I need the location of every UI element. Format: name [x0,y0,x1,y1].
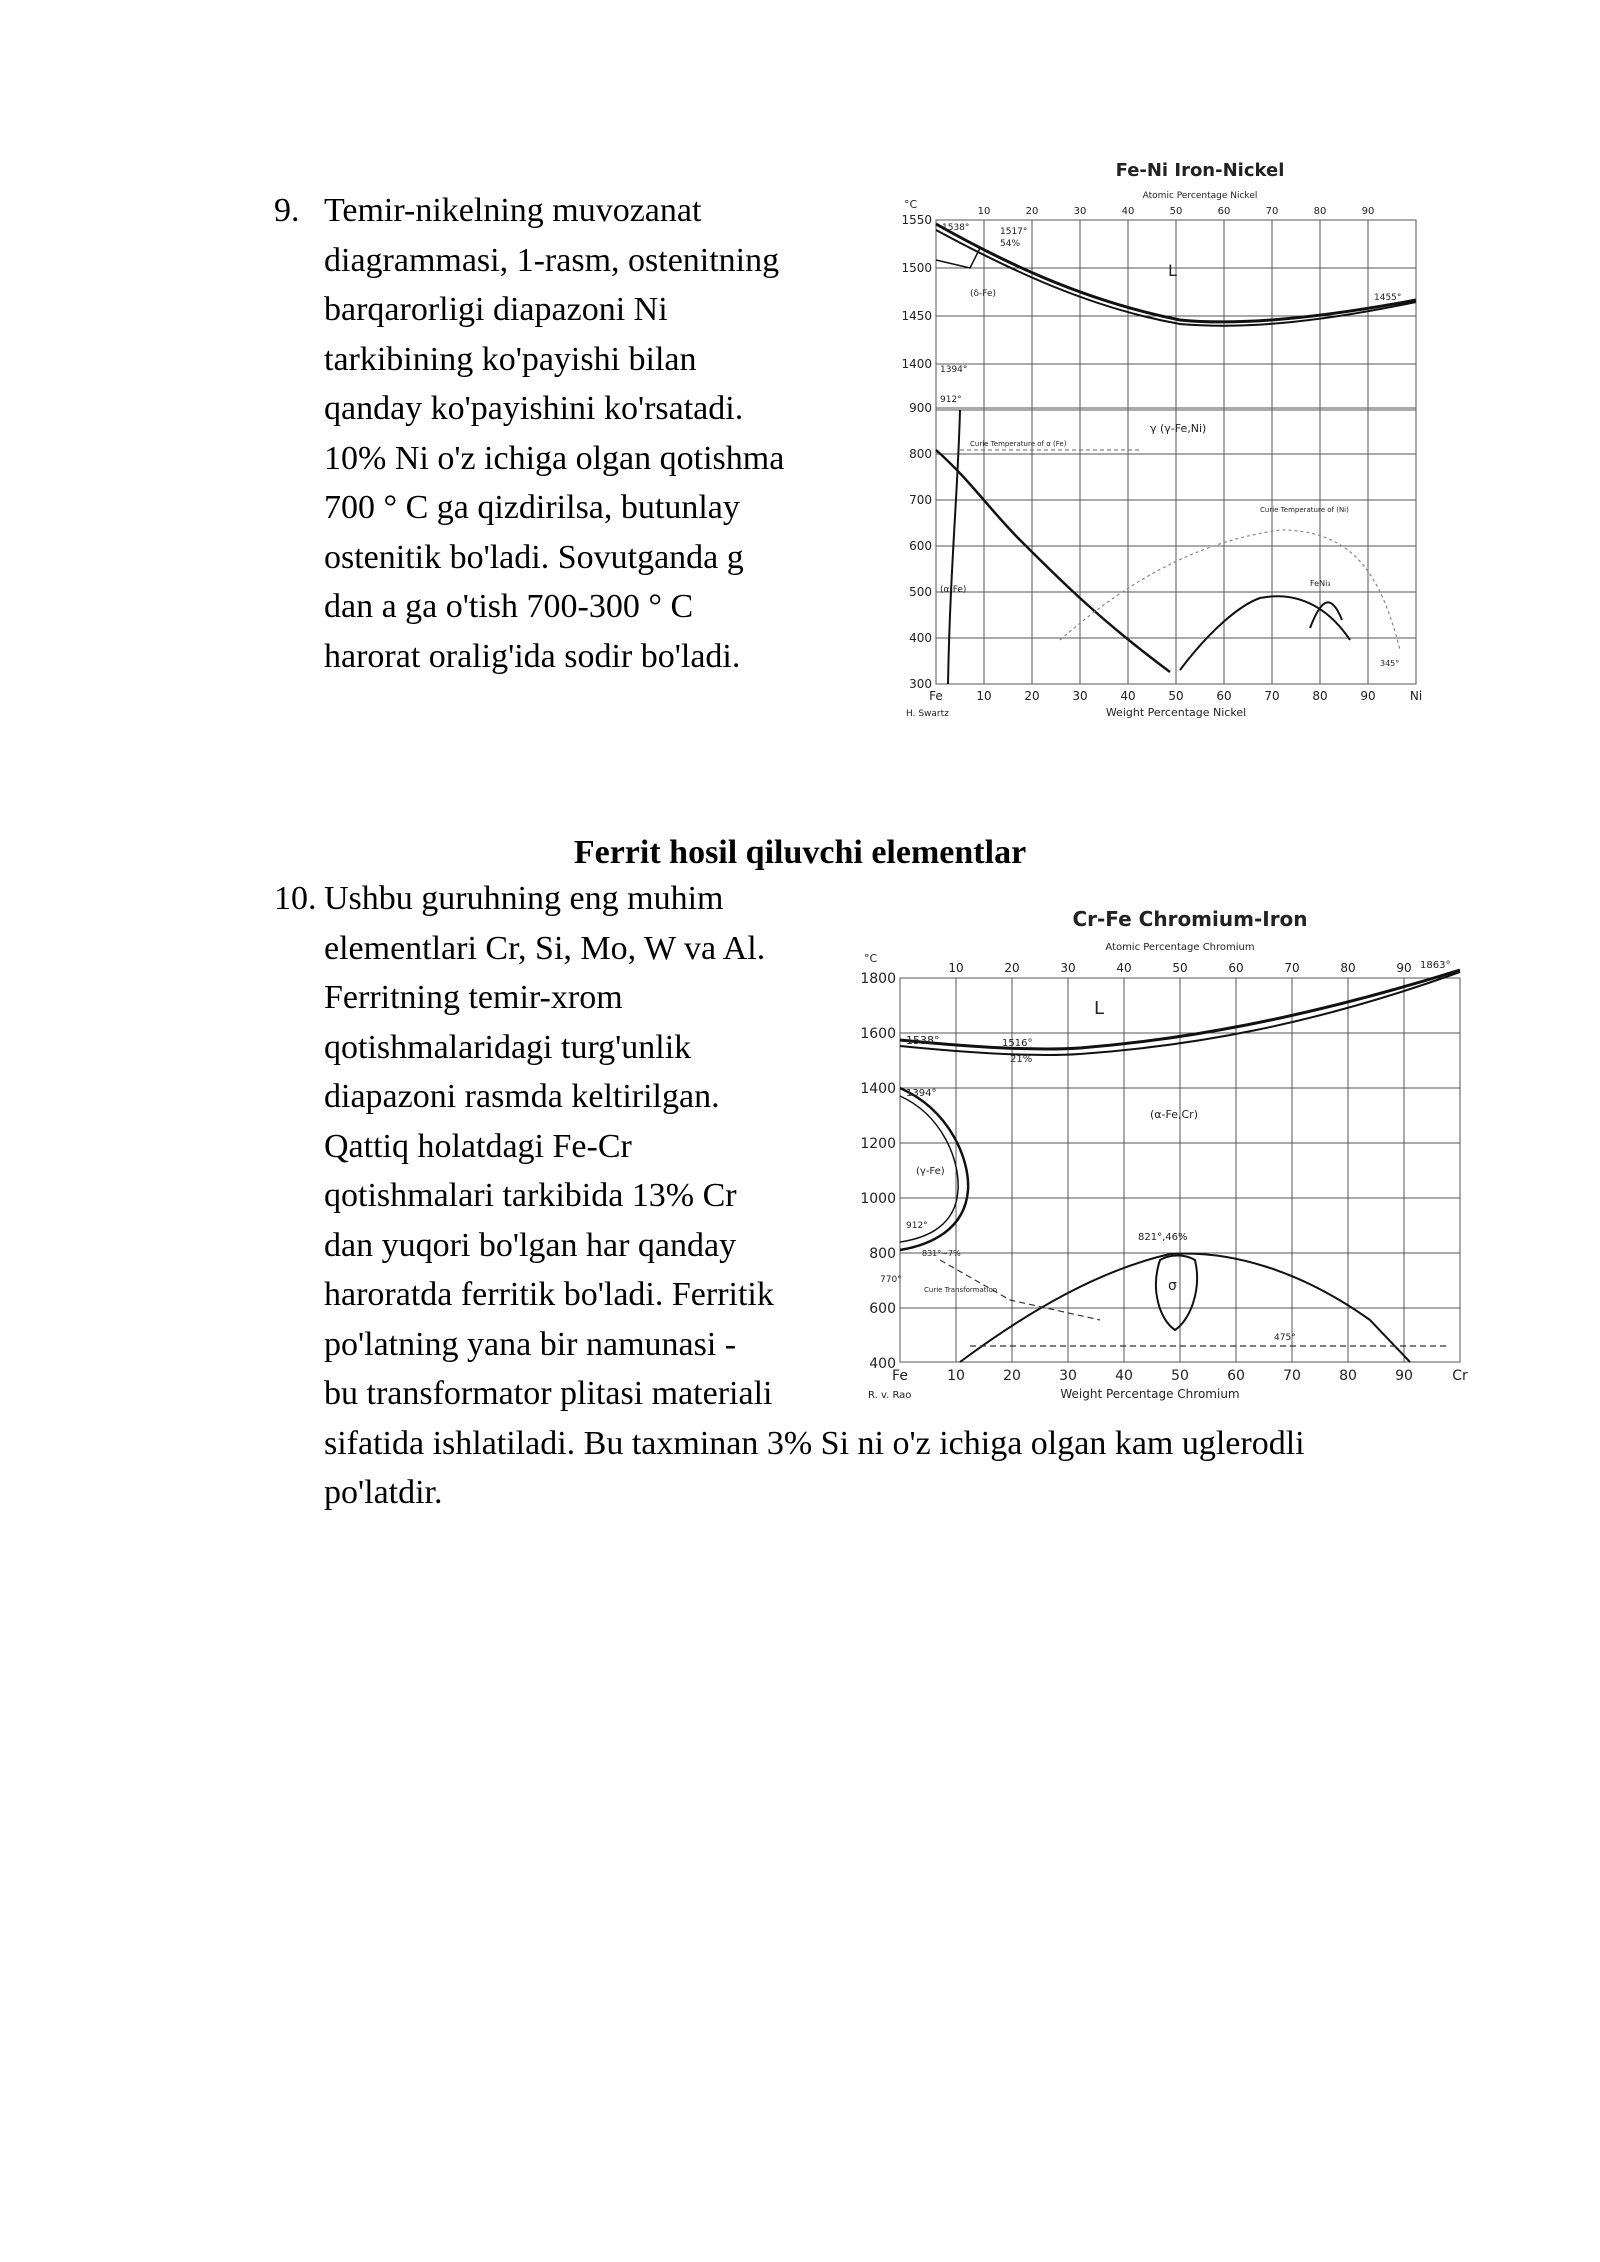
fe-ni-label-912: 912° [940,395,962,405]
cr-fe-label-475: 475° [1274,1333,1296,1343]
cr-fe-x-ticks [892,1368,1468,1384]
fe-ni-y-tick: 300 [909,677,932,691]
fe-ni-y-tick: 600 [909,539,932,553]
cr-fe-label-821: 821°,46% [1138,1232,1188,1243]
cr-fe-y-tick: 1600 [860,1026,896,1042]
fe-ni-x-tick: 60 [1216,689,1232,703]
fe-ni-x-tick: 80 [1312,689,1328,703]
item-9-line: dan a ga o'tish 700-300 ° C [324,588,694,625]
cr-fe-x-tick: Cr [1452,1368,1468,1384]
fe-ni-y-tick: 1500 [901,261,932,275]
cr-fe-label-alpha: (α-Fe,Cr) [1150,1108,1198,1121]
item-10-line: po'latning yana bir namunasi - [324,1325,737,1363]
item-9-line: ostenitik bo'ladi. Sovutganda g [324,538,744,576]
item-9-line: qanday ko'payishini ko'rsatadi. [324,390,744,427]
fe-ni-delta-boundary [936,248,980,268]
fe-ni-label-1455: 1455° [1374,293,1402,303]
fe-ni-y-tick: 1450 [901,309,932,323]
fe-ni-y-tick: 800 [909,447,932,461]
fe-ni-x-tick: 20 [1024,689,1040,703]
fe-ni-x-tick: 30 [1072,689,1088,703]
cr-fe-label-liquid: L [1094,998,1105,1019]
cr-fe-label-magnetic: Curie Transformation [924,1286,998,1294]
cr-fe-top-tick: 30 [1060,961,1076,975]
fe-ni-y-tick: 900 [909,401,932,415]
cr-fe-y-tick: 1200 [860,1136,896,1152]
fe-ni-label-1394: 1394° [940,365,968,375]
fe-ni-label-alpha: (α-Fe) [940,585,967,595]
cr-fe-x-tick: 50 [1171,1368,1189,1384]
item-10-line: Ushbu guruhning eng muhim [324,880,724,917]
cr-fe-label-gamma: (γ-Fe) [916,1166,945,1177]
fe-ni-label-curie-right: Curie Temperature of (Ni) [1260,506,1349,514]
cr-fe-y-tick: 1000 [860,1191,896,1207]
fe-ni-top-tick: 10 [977,206,991,217]
cr-fe-diagram-svg [850,900,1490,1420]
fe-ni-label-curie-left: Curie Temperature of α (Fe) [970,440,1067,448]
fe-ni-label-1517: 1517° [1000,227,1028,237]
fe-ni-x-tick: Ni [1409,689,1423,703]
cr-fe-x-tick: 60 [1227,1368,1245,1384]
item-9-line: diagrammasi, 1-rasm, ostenitning [324,241,780,279]
cr-fe-y-tick: 600 [869,1301,896,1317]
item-9-line: 700 ° C ga qizdirilsa, butunlay [324,489,740,526]
fe-ni-x-tick: 50 [1168,689,1184,703]
cr-fe-label-1538: 1538° [906,1034,940,1047]
fe-ni-x-tick: Fe [929,689,943,703]
item-9-number: 9. [274,192,300,229]
fe-ni-label-345: 345° [1380,659,1400,668]
fe-ni-top-tick: 50 [1169,206,1183,217]
item-10-number: 10. [274,880,317,917]
item-10-line: Qattiq holatdagi Fe-Cr [324,1127,632,1165]
cr-fe-x-tick: 70 [1283,1368,1301,1384]
fe-ni-label-1538: 1538° [942,223,970,233]
fe-ni-label-gamma: γ (γ-Fe,Ni) [1150,422,1207,435]
fe-ni-ordering-curve [1180,596,1350,670]
fe-ni-alpha-boundary [948,410,960,684]
item-9-line: Temir-nikelning muvozanat [324,192,702,229]
fe-ni-title: Fe-Ni Iron-Nickel [1115,160,1285,181]
fe-ni-x-tick: 70 [1264,689,1280,703]
fe-ni-top-tick: 60 [1217,206,1231,217]
fe-ni-top-tick: 30 [1073,206,1087,217]
cr-fe-y-tick: 1400 [860,1081,896,1097]
fe-ni-label-54: 54% [1000,239,1021,249]
fe-ni-top-tick: 20 [1025,206,1039,217]
cr-fe-x-tick: 40 [1115,1368,1133,1384]
cr-fe-y-tick-770: 770° [880,1275,902,1285]
cr-fe-x-tick: 30 [1059,1368,1077,1384]
cr-fe-y-tick: 400 [869,1356,896,1372]
fe-ni-y-tick: 1550 [901,213,932,227]
fe-ni-y-tick: 1400 [901,357,932,371]
fe-ni-top-tick: 40 [1121,206,1135,217]
cr-fe-x-tick: Fe [892,1368,908,1384]
fe-ni-phase-diagram [880,150,1460,730]
fe-ni-y-tick: 700 [909,493,932,507]
fe-ni-label-liquid: L [1168,261,1177,280]
fe-ni-unit: °C [904,198,918,211]
cr-fe-unit: °C [864,952,878,965]
cr-fe-top-axis-label: Atomic Percentage Chromium [1105,942,1255,953]
cr-fe-top-tick: 70 [1284,961,1300,975]
cr-fe-label-1516: 1516° [1002,1038,1033,1049]
fe-ni-label-feni3: FeNi₃ [1310,579,1331,588]
fe-ni-y-tick: 400 [909,631,932,645]
fe-ni-x-label: Weight Percentage Nickel [1105,706,1247,719]
fe-ni-top-tick: 90 [1361,206,1375,217]
cr-fe-label-1394: 1394° [906,1088,937,1099]
cr-fe-top-tick: 10 [948,961,964,975]
cr-fe-x-tick: 10 [947,1368,965,1384]
cr-fe-top-tick: 50 [1172,961,1188,975]
item-9-line: tarkibining ko'payishi bilan [324,340,697,378]
fe-ni-lower-grid [936,408,1416,684]
item-9-line: barqarorligi diapazoni Ni [324,291,668,328]
cr-fe-label-21: 21% [1010,1054,1033,1065]
item-10-line: diapazoni rasmda keltirilgan. [324,1078,720,1115]
fe-ni-x-tick: 40 [1120,689,1136,703]
fe-ni-label-delta: (δ-Fe) [970,289,996,299]
section-heading: Ferrit hosil qiluvchi elementlar [573,834,1027,871]
fe-ni-top-ticks [978,206,1375,217]
item-10-line: qotishmalaridagi turg'unlik [324,1028,692,1066]
cr-fe-y-tick: 800 [869,1246,896,1262]
fe-ni-credit: H. Swartz [906,709,949,719]
item-9-text [324,186,784,681]
cr-fe-phase-diagram [850,900,1490,1420]
fe-ni-x-tick: 90 [1360,689,1376,703]
cr-fe-y-ticks [860,971,896,1372]
fe-ni-top-tick: 70 [1265,206,1279,217]
item-9-line: 10% Ni o'z ichiga olgan qotishma [324,439,785,477]
fe-ni-y-ticks-lower [909,401,932,691]
fe-ni-y-tick: 500 [909,585,932,599]
cr-fe-label-1863: 1863° [1420,960,1451,971]
cr-fe-top-tick: 90 [1396,961,1412,975]
cr-fe-top-tick: 40 [1116,961,1132,975]
cr-fe-label-912: 912° [906,1221,928,1231]
fe-ni-x-ticks [929,689,1422,703]
item-10-line: bu transformator plitasi materiali [324,1375,773,1412]
cr-fe-label-sigma: σ [1168,1278,1177,1294]
cr-fe-top-tick: 80 [1340,961,1356,975]
fe-ni-gamma-boundary [936,450,1170,672]
fe-ni-top-axis-label: Atomic Percentage Nickel [1142,191,1258,201]
cr-fe-top-ticks [948,961,1411,975]
item-9-line: harorat oralig'ida sodir bo'ladi. [324,637,741,675]
item-10-line: po'latdir. [324,1474,443,1511]
cr-fe-x-label: Weight Percentage Chromium [1060,1387,1240,1401]
fe-ni-y-ticks-upper [901,213,932,371]
cr-fe-x-tick: 90 [1395,1368,1413,1384]
item-10-line: dan yuqori bo'lgan har qanday [324,1226,737,1264]
fe-ni-x-tick: 10 [976,689,992,703]
fe-ni-top-tick: 80 [1313,206,1327,217]
cr-fe-x-tick: 80 [1339,1368,1357,1384]
cr-fe-credit: R. v. Rao [868,1390,912,1401]
cr-fe-top-tick: 60 [1228,961,1244,975]
item-10-line: sifatida ishlatiladi. Bu taxminan 3% Si ni o'z ichiga olgan kam uglerodli [324,1424,1305,1462]
item-10-line: haroratda ferritik bo'ladi. Ferritik [324,1276,774,1313]
item-10-line: elementlari Cr, Si, Mo, W va Al. [324,929,766,967]
cr-fe-x-tick: 20 [1003,1368,1021,1384]
cr-fe-label-831: 831°~7% [922,1249,961,1258]
cr-fe-top-tick: 20 [1004,961,1020,975]
cr-fe-y-tick: 1800 [860,971,896,987]
item-10-line: qotishmalari tarkibida 13% Cr [324,1177,737,1214]
fe-ni-curie-curve [1060,530,1400,650]
cr-fe-title: Cr-Fe Chromium-Iron [1072,907,1308,931]
fe-ni-diagram-svg [880,150,1460,730]
item-10-line: Ferritning temir-xrom [324,979,623,1016]
